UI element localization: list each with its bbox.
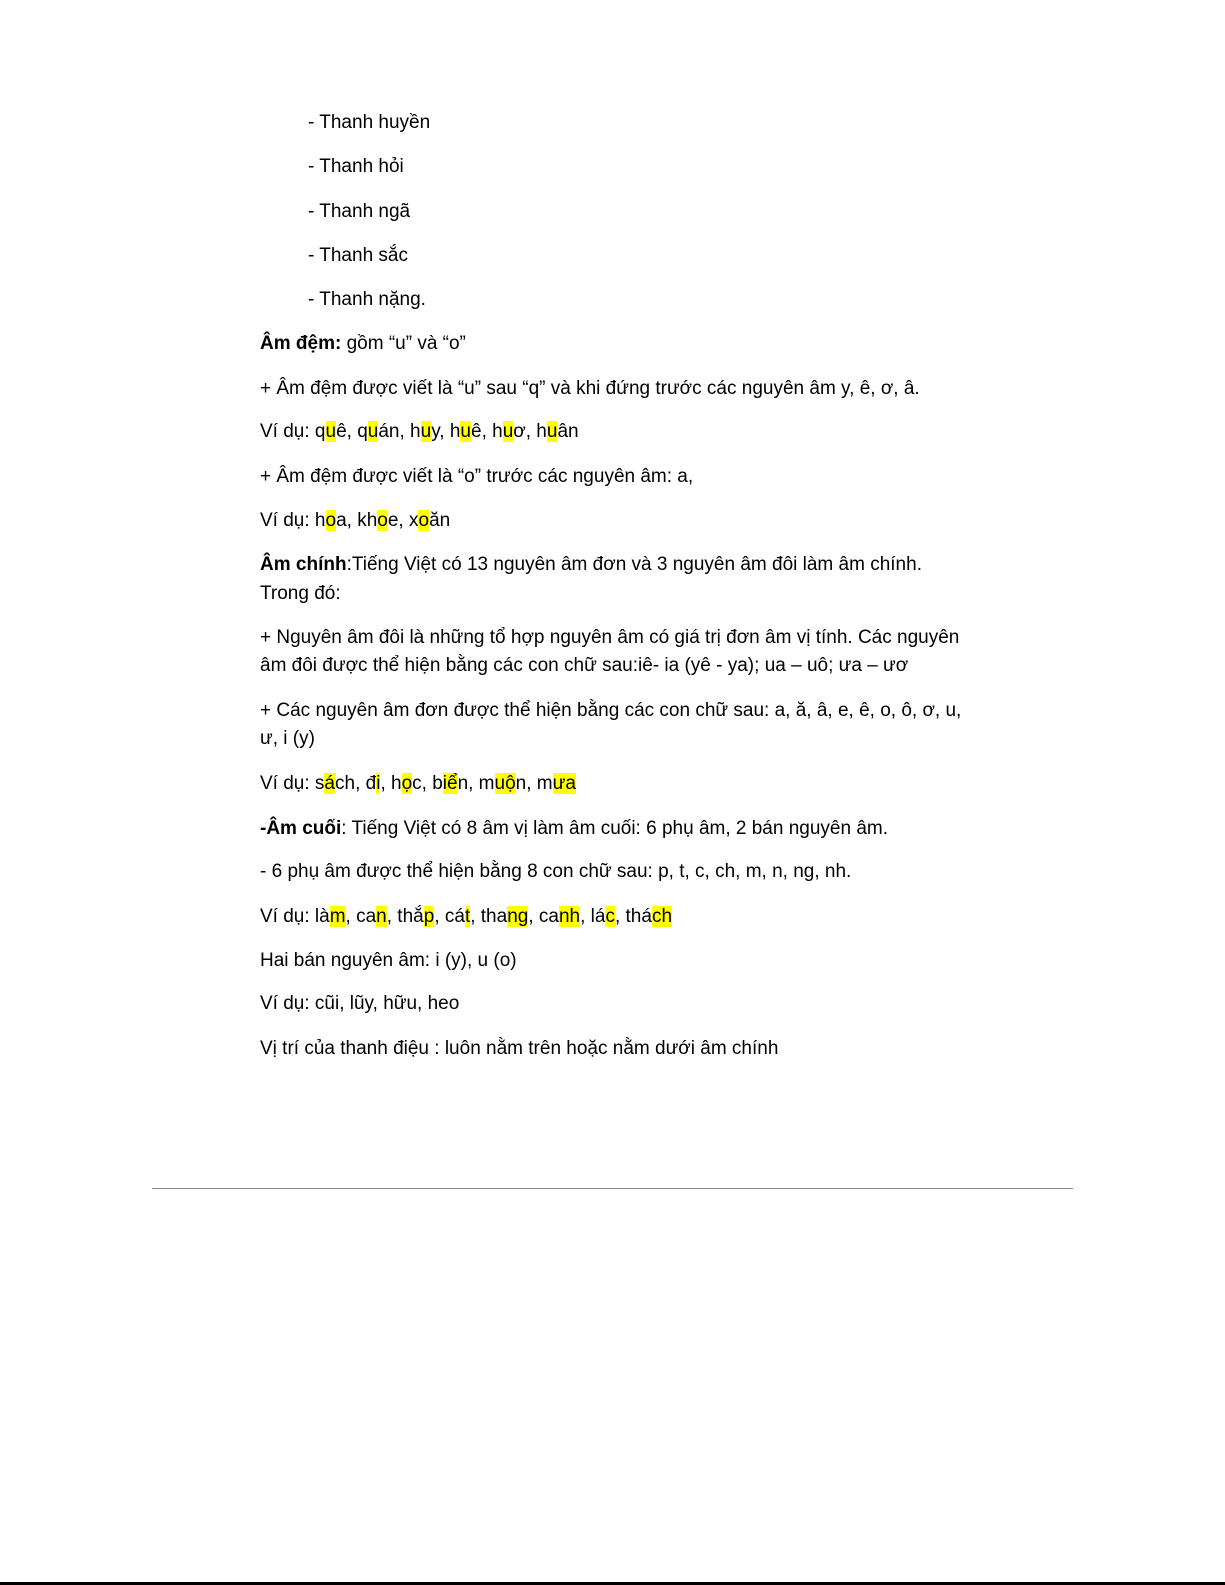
- highlighted-letters: u: [367, 421, 379, 442]
- highlighted-letters: o: [325, 510, 337, 531]
- bold-heading: Âm đệm:: [260, 333, 342, 354]
- text-run: + Các nguyên âm đơn được thể hiện bằng các con chữ sau: a, ă, â, e, ê, o, ô, ơ, u,: [260, 700, 962, 721]
- text-run: , ca: [528, 906, 559, 927]
- paragraph-line: [260, 697, 961, 725]
- text-run: , cá: [434, 906, 465, 927]
- paragraph-line: [260, 580, 341, 608]
- text-run: y, h: [431, 421, 461, 442]
- paragraph-line: [260, 418, 579, 446]
- text-run: ê, h: [471, 421, 503, 442]
- tone-item: - Thanh sắc: [308, 245, 408, 266]
- text-run: Hai bán nguyên âm: i (y), u (o): [260, 950, 517, 971]
- text-run: ch, đ: [335, 773, 377, 794]
- text-run: Vị trí của thanh điệu : luôn nằm trên hoặc nằm dưới âm chính: [260, 1038, 779, 1059]
- text-run: ân: [557, 421, 579, 442]
- tone-item: - Thanh nặng.: [308, 289, 426, 310]
- paragraph-line: [260, 990, 459, 1018]
- text-run: + Âm đệm được viết là “u” sau “q” và khi đứng trước các nguyên âm y, ê, ơ, â.: [260, 378, 920, 399]
- paragraph-line: [260, 463, 693, 491]
- highlighted-letters: o: [418, 510, 430, 531]
- highlighted-letters: c: [605, 906, 615, 927]
- text-run: , thá: [614, 906, 652, 927]
- text-run: ăn: [429, 510, 451, 531]
- highlighted-letters: u: [546, 421, 558, 442]
- paragraph-line: [260, 858, 851, 886]
- text-run: Ví dụ: s: [260, 773, 325, 794]
- text-run: + Âm đệm được viết là “o” trước các nguyên âm: a,: [260, 466, 694, 487]
- text-run: Trong đó:: [260, 583, 341, 604]
- highlighted-letters: ưa: [552, 773, 576, 794]
- highlighted-letters: u: [460, 421, 471, 442]
- highlighted-letters: m: [329, 906, 346, 927]
- paragraph-line: [260, 815, 888, 843]
- paragraph-line: [260, 947, 517, 975]
- text-run: , ca: [345, 906, 377, 927]
- highlighted-letters: iể: [442, 773, 458, 794]
- highlighted-letters: n: [376, 906, 387, 927]
- highlighted-letters: uộ: [494, 773, 516, 794]
- paragraph-line: [260, 507, 450, 535]
- highlighted-letters: u: [502, 421, 514, 442]
- highlighted-letters: ọ: [401, 773, 413, 794]
- text-run: , lá: [580, 906, 606, 927]
- highlighted-letters: t: [464, 906, 471, 927]
- highlighted-letters: ch: [651, 906, 673, 927]
- bold-heading: -Âm cuối: [260, 818, 342, 839]
- text-run: : Tiếng Việt có 8 âm vị làm âm cuối: 6 phụ âm, 2 bán nguyên âm.: [341, 818, 889, 839]
- highlighted-letters: p: [423, 906, 435, 927]
- paragraph-line: [260, 652, 908, 680]
- tone-item: - Thanh ngã: [308, 201, 411, 222]
- text-run: , h: [380, 773, 402, 794]
- highlighted-letters: nh: [558, 906, 581, 927]
- text-run: Ví dụ: q: [260, 421, 326, 442]
- text-run: án, h: [378, 421, 421, 442]
- text-run: - 6 phụ âm được thể hiện bằng 8 con chữ sau: p, t, c, ch, m, n, ng, nh.: [260, 861, 852, 882]
- tone-item: - Thanh hỏi: [308, 156, 404, 177]
- text-run: ư, i (y): [260, 728, 315, 749]
- text-run: Ví dụ: cũi, lũy, hữu, heo: [260, 993, 460, 1014]
- text-run: n, m: [457, 773, 495, 794]
- text-run: gồm “u” và “o”: [341, 333, 466, 354]
- text-run: a, kh: [336, 510, 378, 531]
- text-run: n, m: [515, 773, 553, 794]
- highlighted-letters: u: [420, 421, 432, 442]
- text-run: , tha: [470, 906, 508, 927]
- paragraph-line: [260, 624, 959, 652]
- text-run: Ví dụ: là: [260, 906, 330, 927]
- text-run: ơ, h: [513, 421, 547, 442]
- paragraph-line: [260, 903, 672, 931]
- tone-item: - Thanh huyền: [308, 112, 431, 133]
- highlighted-letters: i: [376, 773, 381, 794]
- text-run: + Nguyên âm đôi là những tổ hợp nguyên âm có giá trị đơn âm vị tính. Các nguyên: [260, 627, 960, 648]
- paragraph-line: [260, 551, 922, 579]
- paragraph-line: [260, 330, 466, 358]
- page-separator: [152, 1188, 1073, 1189]
- text-run: c, b: [412, 773, 443, 794]
- bold-heading: Âm chính: [260, 554, 347, 575]
- text-run: ê, q: [336, 421, 368, 442]
- highlighted-letters: á: [324, 773, 335, 794]
- text-run: Ví dụ: h: [260, 510, 326, 531]
- paragraph-line: [260, 725, 315, 753]
- paragraph-line: [260, 770, 576, 798]
- text-run: e, x: [387, 510, 419, 531]
- paragraph-line: [260, 1035, 778, 1063]
- paragraph-line: [260, 375, 920, 403]
- highlighted-letters: ng: [507, 906, 529, 927]
- text-run: , thắ: [386, 906, 424, 927]
- highlighted-letters: u: [325, 421, 337, 442]
- text-run: :Tiếng Việt có 13 nguyên âm đơn và 3 nguyên âm đôi làm âm chính.: [346, 554, 922, 575]
- highlighted-letters: o: [377, 510, 388, 531]
- text-run: âm đôi được thể hiện bằng các con chữ sau:iê- ia (yê - ya); ua – uô; ưa – ươ: [260, 655, 909, 676]
